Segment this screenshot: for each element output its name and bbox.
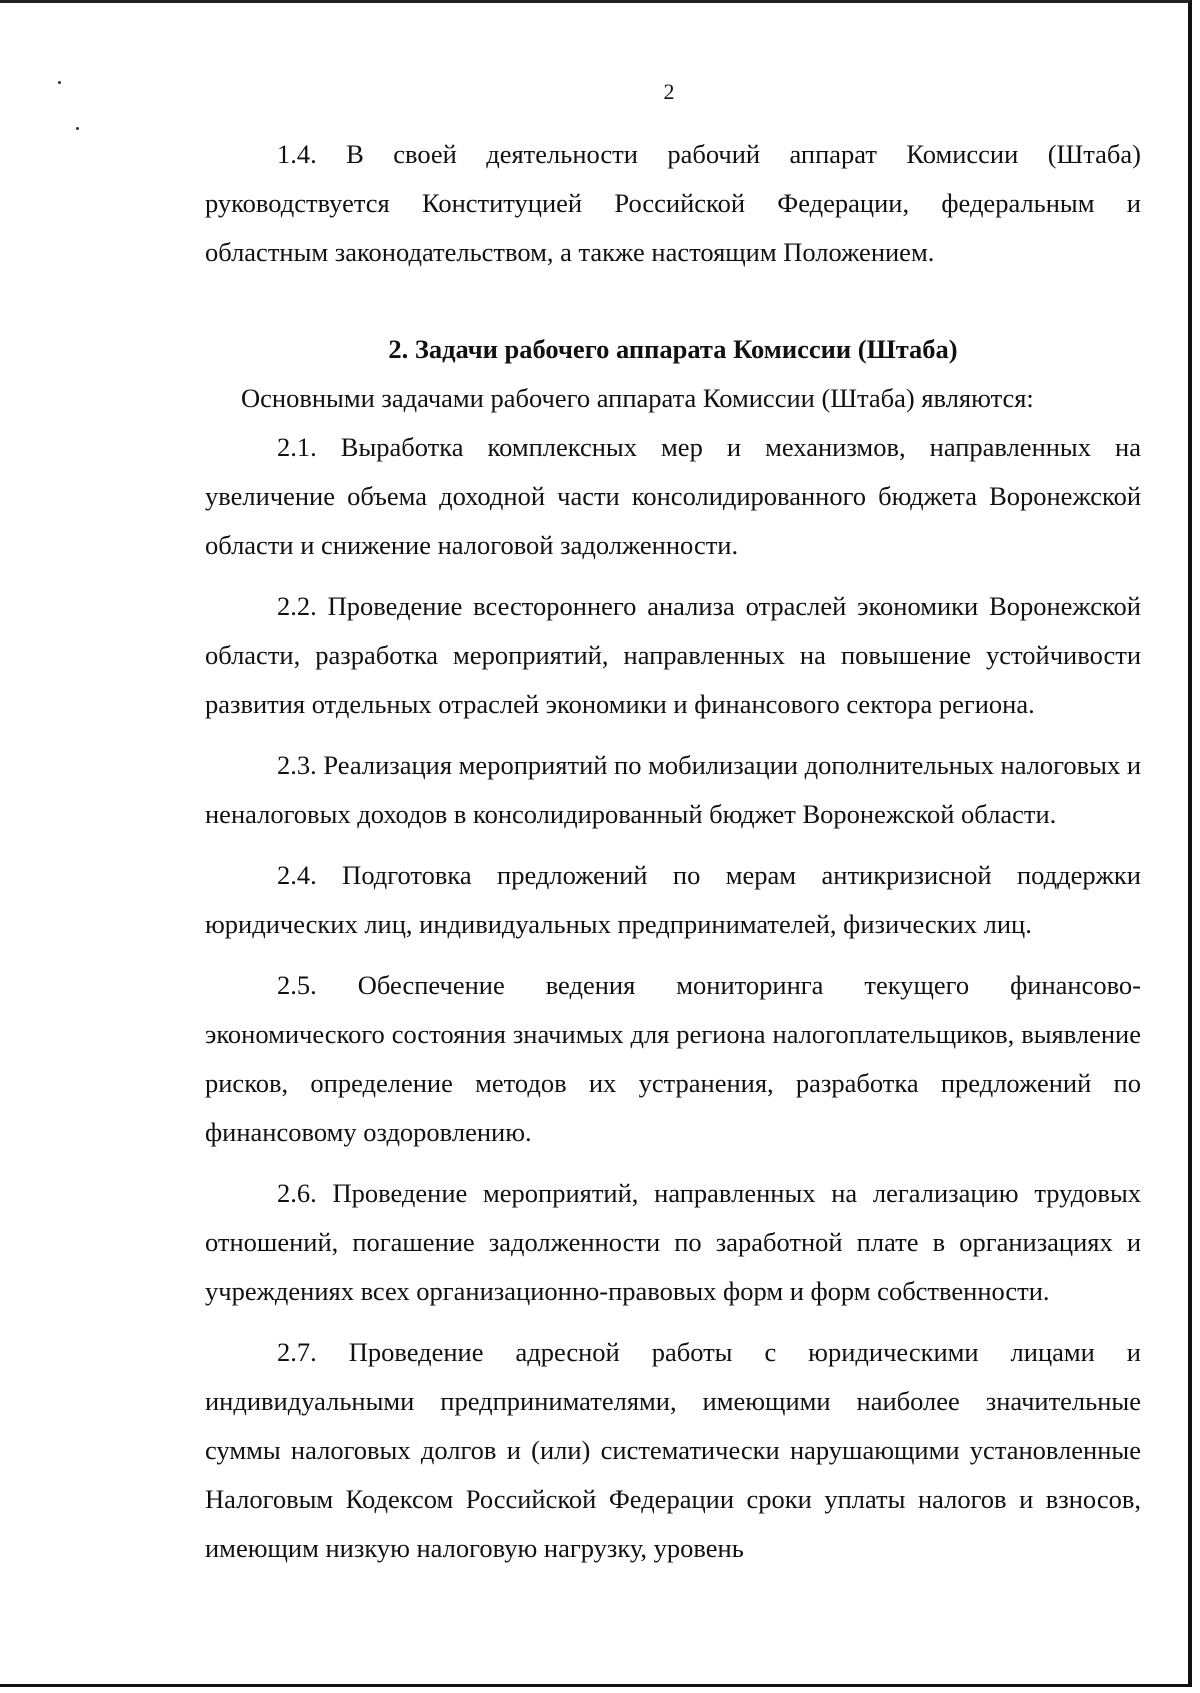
- section-lead: Основными задачами рабочего аппарата Комиссии (Штаба) являются:: [241, 383, 1034, 413]
- paragraph-2-4: 2.4. Подготовка предложений по мерам антикризисной поддержки юридических лиц, индивидуальных предпринимателей, физических лиц.: [205, 860, 1141, 939]
- section-heading: 2. Задачи рабочего аппарата Комиссии (Штаба): [388, 334, 958, 364]
- paragraph-2-7: 2.7. Проведение адресной работы с юридическими лицами и индивидуальными предпринимателями, имеющими наиболее значительные суммы налоговых долгов и (или) систематически нарушающими установленные Налоговым Кодексом Российской Федерации сроки уплаты налогов и взносов, имеющим низкую налоговую нагрузку, уровень: [205, 1337, 1141, 1563]
- paragraph-2-3: 2.3. Реализация мероприятий по мобилизации дополнительных налоговых и неналоговых доходов в консолидированный бюджет Воронежской области.: [205, 750, 1142, 829]
- page-number: 2: [663, 79, 675, 104]
- scan-speck: [76, 127, 79, 130]
- paragraph-2-1: 2.1. Выработка комплексных мер и механизмов, направленных на увеличение объема доходной части консолидированного бюджета Воронежской области и снижение налоговой задолженности.: [205, 432, 1141, 560]
- paragraph-2-2: 2.2. Проведение всестороннего анализа отраслей экономики Воронежской области, разработка мероприятий, направленных на повышение устойчивости развития отдельных отраслей экономики и финансового сектора региона.: [205, 591, 1141, 719]
- paragraph-2-5: 2.5. Обеспечение ведения мониторинга текущего финансово-экономического состояния значимых для региона налогоплательщиков, выявление рисков, определение методов их устранения, разработка предложений по финансовому оздоровлению.: [205, 970, 1141, 1147]
- document-body: [205, 130, 1141, 1573]
- paragraph-1-4: 1.4. В своей деятельности рабочий аппарат Комиссии (Штаба) руководствуется Конституцией Российской Федерации, федеральным и областным законодательством, а также настоящим Положением.: [205, 139, 1141, 267]
- paragraph-2-6: 2.6. Проведение мероприятий, направленных на легализацию трудовых отношений, погашение задолженности по заработной плате в организациях и учреждениях всех организационно-правовых форм и форм собственности.: [205, 1178, 1141, 1306]
